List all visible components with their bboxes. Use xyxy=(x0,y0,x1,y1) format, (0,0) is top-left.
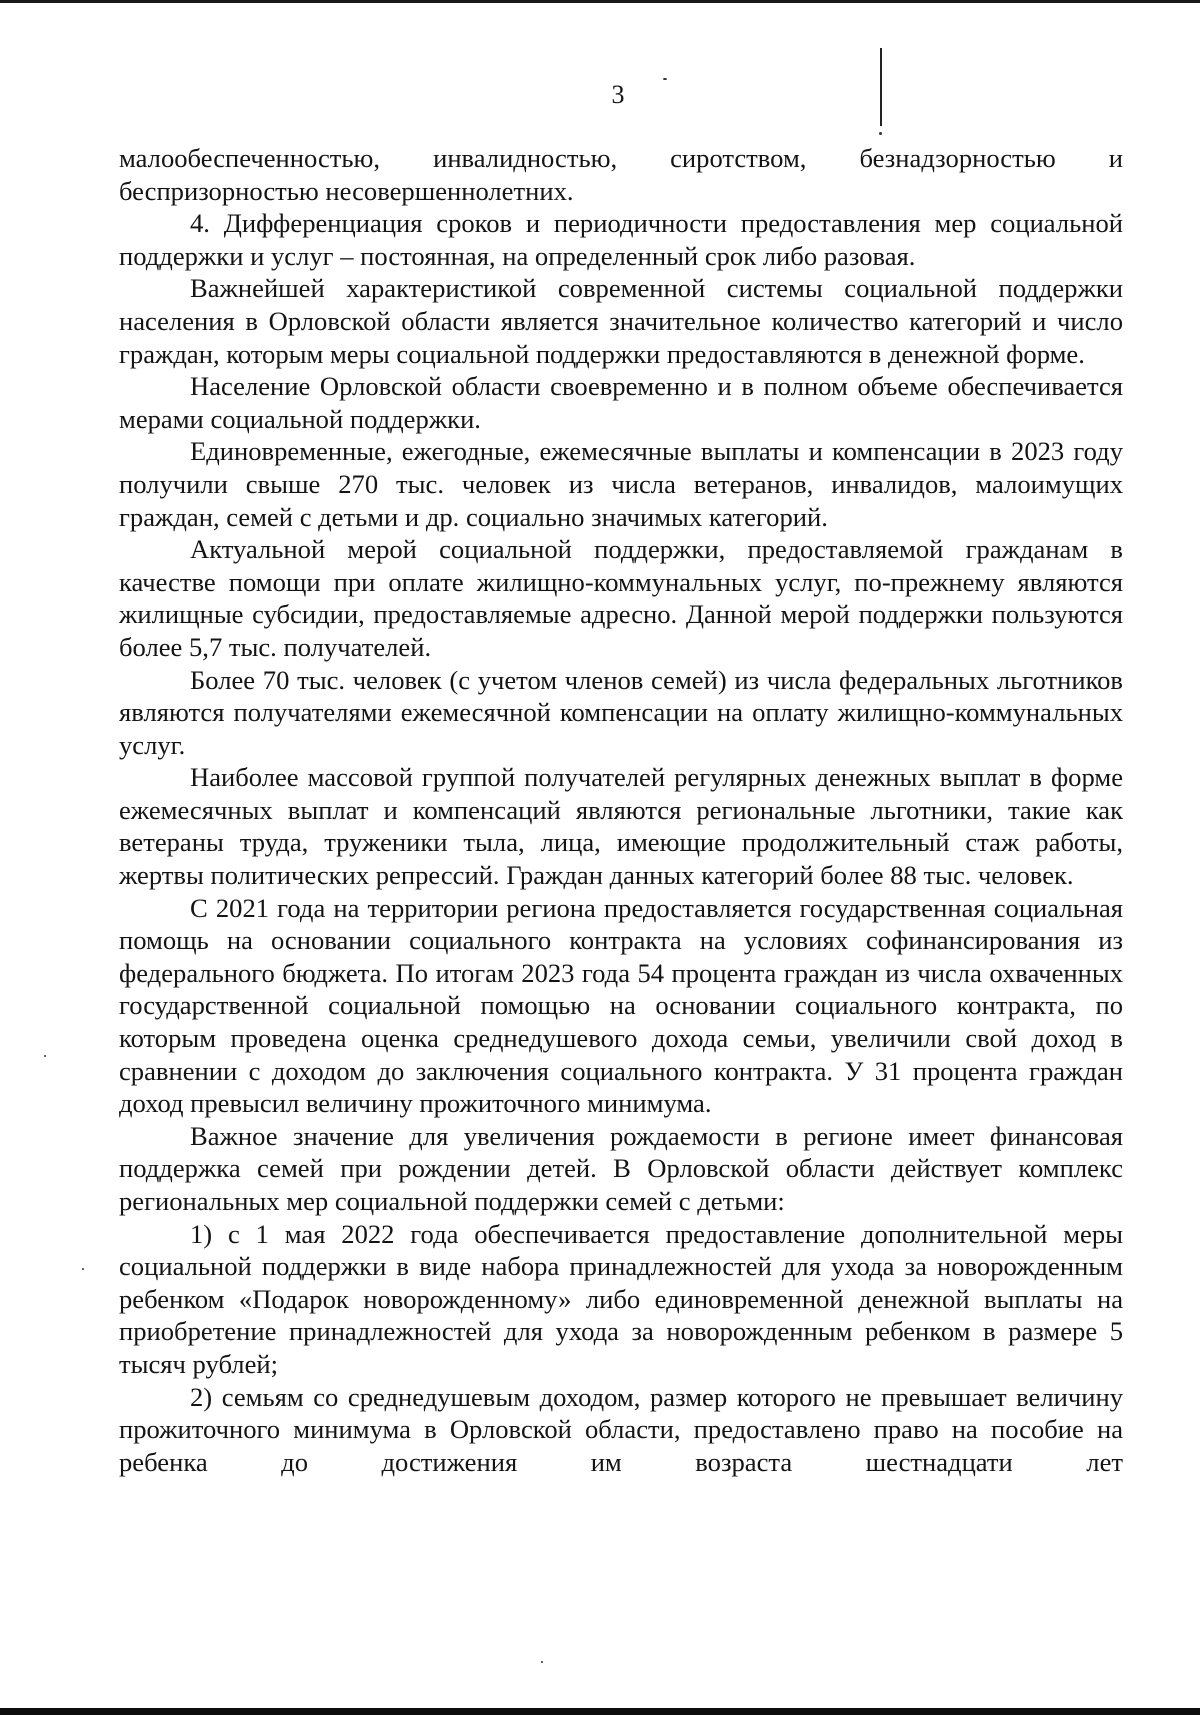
paragraph: 4. Дифференциация сроков и периодичности предоставления мер социальной поддержки и услуг – постоянная, на определенный срок либо разовая. xyxy=(119,208,1123,271)
paragraph: Население Орловской области своевременно и в полном объеме обеспечивается мерами социальной поддержки. xyxy=(119,371,1123,434)
paragraph: Наиболее массовой группой получателей регулярных денежных выплат в форме ежемесячных выплат и компенсаций являются региональные льготники, такие как ветераны труда, труженики тыла, лица, имеющие продолжительный стаж работы, жертвы политических репрессий. Граждан данных категорий более 88 тыс. человек. xyxy=(119,762,1123,891)
scan-speck xyxy=(541,1661,543,1663)
paragraph: Более 70 тыс. человек (с учетом членов семей) из числа федеральных льготников являются получателями ежемесячной компенсации на оплату жилищно-коммунальных услуг. xyxy=(119,664,1123,760)
scan-speck xyxy=(879,132,882,135)
scan-speck xyxy=(44,1055,46,1057)
paragraph: Важнейшей характеристикой современной системы социальной поддержки населения в Орловской области является значительное количество категорий и число граждан, которым меры социальной поддержки предоставляются в денежной форме. xyxy=(119,273,1123,369)
paragraph: 2) семьям со среднедушевым доходом, размер которого не превышает величину прожиточного минимума в Орловской области, предоставлено право на пособие на ребенка до достижения им возраста шестнадцати лет xyxy=(119,1381,1123,1477)
paragraph: малообеспеченностью, инвалидностью, сиротством, безнадзорностью и беспризорностью несовершеннолетних. xyxy=(119,143,1123,206)
paragraph: 1) с 1 мая 2022 года обеспечивается предоставление дополнительной меры социальной поддержки в виде набора принадлежностей для ухода за новорожденным ребенком «Подарок новорожденному» либо единовременной денежной выплаты на приобретение принадлежностей для ухода за новорожденным ребенком в размере 5 тысяч рублей; xyxy=(119,1218,1123,1379)
scan-speck xyxy=(82,1268,84,1270)
scan-bottom-edge xyxy=(0,1708,1200,1715)
scan-top-edge xyxy=(0,0,1200,3)
page-number: 3 xyxy=(611,80,625,109)
paragraph: С 2021 года на территории региона предоставляется государственная социальная помощь на основании социального контракта на условиях софинансирования из федерального бюджета. По итогам 2023 года 54 процента граждан из числа охваченных государственной социальной помощью на основании социального контракта, по которым проведена оценка среднедушевого дохода семьи, увеличили свой доход в сравнении с доходом до заключения социального контракта. У 31 процента граждан доход превысил величину прожиточного минимума. xyxy=(119,892,1123,1119)
paragraph: Единовременные, ежегодные, ежемесячные выплаты и компенсации в 2023 году получили свыше 270 тыс. человек из числа ветеранов, инвалидов, малоимущих граждан, семей с детьми и др. социально значимых категорий. xyxy=(119,436,1123,532)
document-body xyxy=(119,142,1123,1478)
paragraph: Актуальной мерой социальной поддержки, предоставляемой гражданам в качестве помощи при оплате жилищно-коммунальных услуг, по-прежнему являются жилищные субсидии, предоставляемые адресно. Данной мерой поддержки пользуются более 5,7 тыс. получателей. xyxy=(119,534,1123,662)
paragraph: Важное значение для увеличения рождаемости в регионе имеет финансовая поддержка семей при рождении детей. В Орловской области действует комплекс региональных мер социальной поддержки семей с детьми: xyxy=(119,1120,1123,1216)
